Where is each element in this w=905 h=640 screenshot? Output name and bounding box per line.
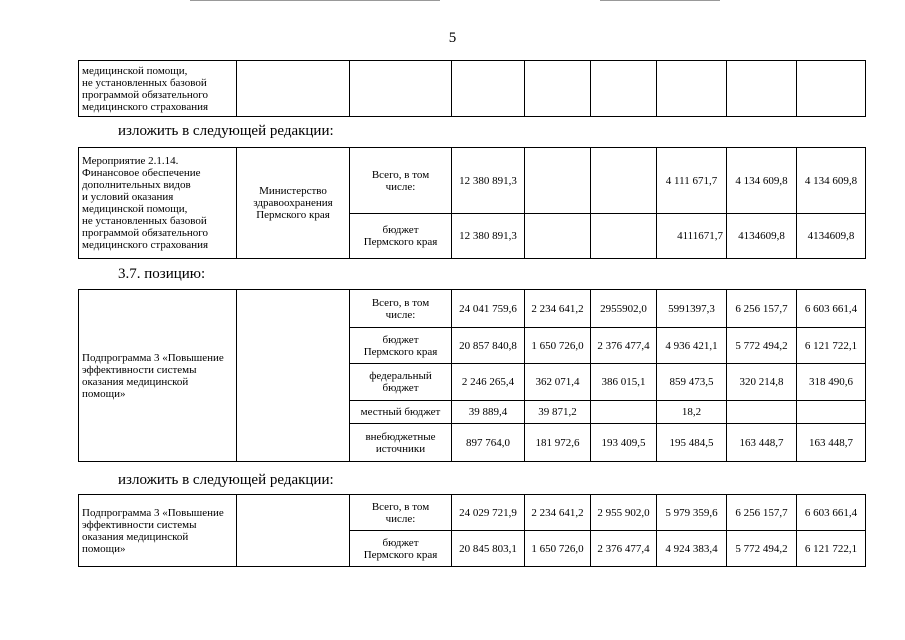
table-cell-responsible	[237, 290, 350, 462]
table-cell	[350, 61, 452, 117]
table-cell-source	[350, 401, 452, 424]
desc-line: Подпрограмма 3 «Повышение	[82, 506, 224, 519]
ministry-line: здравоохранения	[253, 197, 333, 209]
table-cell-source	[350, 290, 452, 328]
table-measure-2-1-14	[78, 147, 866, 259]
table-cell-source	[350, 328, 452, 364]
table-cell-source	[350, 214, 452, 259]
table-cell-source	[350, 495, 452, 531]
source-line: федеральный	[369, 370, 432, 382]
table-cell-value: 20 857 840,8	[452, 328, 525, 364]
table-subprogram-3-new	[78, 494, 866, 567]
table-cell-value: 362 071,4	[525, 364, 591, 401]
top-border-line	[190, 0, 440, 1]
table-cell-value: 2955902,0	[591, 290, 657, 328]
table-cell-value: 4134609,8	[797, 214, 866, 259]
table-cell-description	[79, 495, 237, 567]
table-cell-value: 20 845 803,1	[452, 531, 525, 567]
source-line: Пермского края	[363, 345, 438, 358]
table-cell-source	[350, 364, 452, 401]
desc-line: эффективности системы	[82, 518, 197, 531]
source-line: Всего, в том	[371, 500, 430, 513]
table-cell-value: 4111671,7	[657, 214, 727, 259]
table-cell-value: 859 473,5	[657, 364, 727, 401]
table-cell-description	[79, 61, 237, 117]
source-line: числе:	[385, 180, 416, 193]
table-cell-value: 195 484,5	[657, 424, 727, 462]
table-cell-value: 6 121 722,1	[797, 531, 866, 567]
table-cell-responsible	[237, 495, 350, 567]
table-cell-value	[591, 214, 657, 259]
table-cell-value	[525, 214, 591, 259]
table-cell-value: 193 409,5	[591, 424, 657, 462]
desc-line: помощи»	[82, 542, 126, 555]
table-cell-value: 4 111 671,7	[657, 148, 727, 214]
table-cell-value	[591, 148, 657, 214]
table-cell	[727, 61, 797, 117]
table-cell-value: 6 603 661,4	[797, 495, 866, 531]
table-cell	[797, 61, 866, 117]
table-cell-value: 5 772 494,2	[727, 328, 797, 364]
table-cell-value	[591, 401, 657, 424]
table-subprogram-3-old	[78, 289, 866, 462]
table-cell-description	[79, 290, 237, 462]
table-cell-value	[525, 148, 591, 214]
table-cell-source	[350, 148, 452, 214]
desc-line: Финансовое обеспечение	[82, 167, 201, 179]
table-cell-source	[350, 531, 452, 567]
table-cell-value: 6 256 157,7	[727, 495, 797, 531]
desc-line: медицинского страхования	[82, 100, 209, 113]
table-cell-value: 6 256 157,7	[727, 290, 797, 328]
desc-line: программой обязательного	[82, 88, 208, 101]
table-cell-value	[797, 401, 866, 424]
source-line: числе:	[385, 512, 416, 525]
table-cell	[525, 61, 591, 117]
source-line: источники	[375, 442, 426, 455]
desc-line: программой обязательного	[82, 227, 208, 239]
table-cell-value: 163 448,7	[727, 424, 797, 462]
ministry-line: Пермского края	[256, 209, 330, 221]
table-cell-value: 39 871,2	[525, 401, 591, 424]
table-previous-fragment	[78, 60, 866, 117]
table-cell	[657, 61, 727, 117]
desc-line: не установленных базовой	[82, 215, 207, 227]
source-line: бюджет	[382, 224, 419, 236]
table-cell-value: 4 924 383,4	[657, 531, 727, 567]
table-cell-value: 5991397,3	[657, 290, 727, 328]
table-cell-value: 18,2	[657, 401, 727, 424]
table-cell-value: 4 936 421,1	[657, 328, 727, 364]
desc-line: медицинской помощи,	[82, 64, 188, 77]
table-cell-description	[79, 148, 237, 259]
table-cell-value: 386 015,1	[591, 364, 657, 401]
table-cell-responsible	[237, 148, 350, 259]
table-cell-value: 2 234 641,2	[525, 495, 591, 531]
table-cell	[237, 61, 350, 117]
table-cell-value: 1 650 726,0	[525, 328, 591, 364]
desc-line: эффективности системы	[82, 363, 197, 376]
section-heading: 3.7. позицию:	[118, 266, 206, 282]
source-line: числе:	[385, 308, 416, 321]
table-cell-value: 2 234 641,2	[525, 290, 591, 328]
table-cell	[452, 61, 525, 117]
source-line: Пермского края	[363, 548, 438, 561]
source-line: внебюджетные	[365, 430, 436, 443]
table-cell-value	[727, 401, 797, 424]
table-cell-value: 12 380 891,3	[452, 214, 525, 259]
table-cell	[591, 61, 657, 117]
source-line: Пермского края	[363, 236, 438, 248]
table-cell-value: 2 376 477,4	[591, 531, 657, 567]
desc-line: Мероприятие 2.1.14.	[82, 155, 179, 167]
ministry-line: Министерство	[259, 185, 327, 197]
section-heading: изложить в следующей редакции:	[118, 472, 334, 488]
desc-line: и условий оказания	[82, 191, 174, 203]
table-cell-value: 320 214,8	[727, 364, 797, 401]
desc-line: оказания медицинской	[82, 530, 189, 543]
desc-line: не установленных базовой	[82, 76, 207, 89]
table-cell-value: 318 490,6	[797, 364, 866, 401]
table-cell-value: 6 603 661,4	[797, 290, 866, 328]
table-cell-value: 897 764,0	[452, 424, 525, 462]
source-line: бюджет	[382, 333, 419, 346]
section-heading: изложить в следующей редакции:	[118, 123, 334, 139]
page-number: 5	[448, 30, 457, 46]
source-line: Всего, в том	[371, 168, 430, 181]
source-line: Всего, в том	[371, 296, 430, 309]
table-cell-value: 12 380 891,3	[452, 148, 525, 214]
table-cell-value: 1 650 726,0	[525, 531, 591, 567]
table-cell-value: 24 029 721,9	[452, 495, 525, 531]
source-line: бюджет	[382, 382, 419, 394]
table-cell-value: 4 134 609,8	[797, 148, 866, 214]
table-cell-value: 2 246 265,4	[452, 364, 525, 401]
table-cell-value: 6 121 722,1	[797, 328, 866, 364]
table-cell-value: 181 972,6	[525, 424, 591, 462]
desc-line: медицинской помощи,	[82, 203, 188, 215]
table-cell-value: 163 448,7	[797, 424, 866, 462]
table-cell-value: 5 772 494,2	[727, 531, 797, 567]
desc-line: Подпрограмма 3 «Повышение	[82, 351, 224, 364]
table-cell-value: 24 041 759,6	[452, 290, 525, 328]
desc-line: дополнительных видов	[82, 179, 191, 191]
top-border-line	[600, 0, 720, 1]
table-cell-value: 39 889,4	[452, 401, 525, 424]
table-cell-value: 2 955 902,0	[591, 495, 657, 531]
table-cell-value: 5 979 359,6	[657, 495, 727, 531]
desc-line: оказания медицинской	[82, 375, 189, 388]
source-line: бюджет	[382, 536, 419, 549]
desc-line: помощи»	[82, 387, 126, 400]
table-cell-value: 4134609,8	[727, 214, 797, 259]
table-cell-source	[350, 424, 452, 462]
table-cell-value: 4 134 609,8	[727, 148, 797, 214]
source-line: местный бюджет	[360, 406, 441, 418]
desc-line: медицинского страхования	[82, 239, 209, 251]
table-cell-value: 2 376 477,4	[591, 328, 657, 364]
